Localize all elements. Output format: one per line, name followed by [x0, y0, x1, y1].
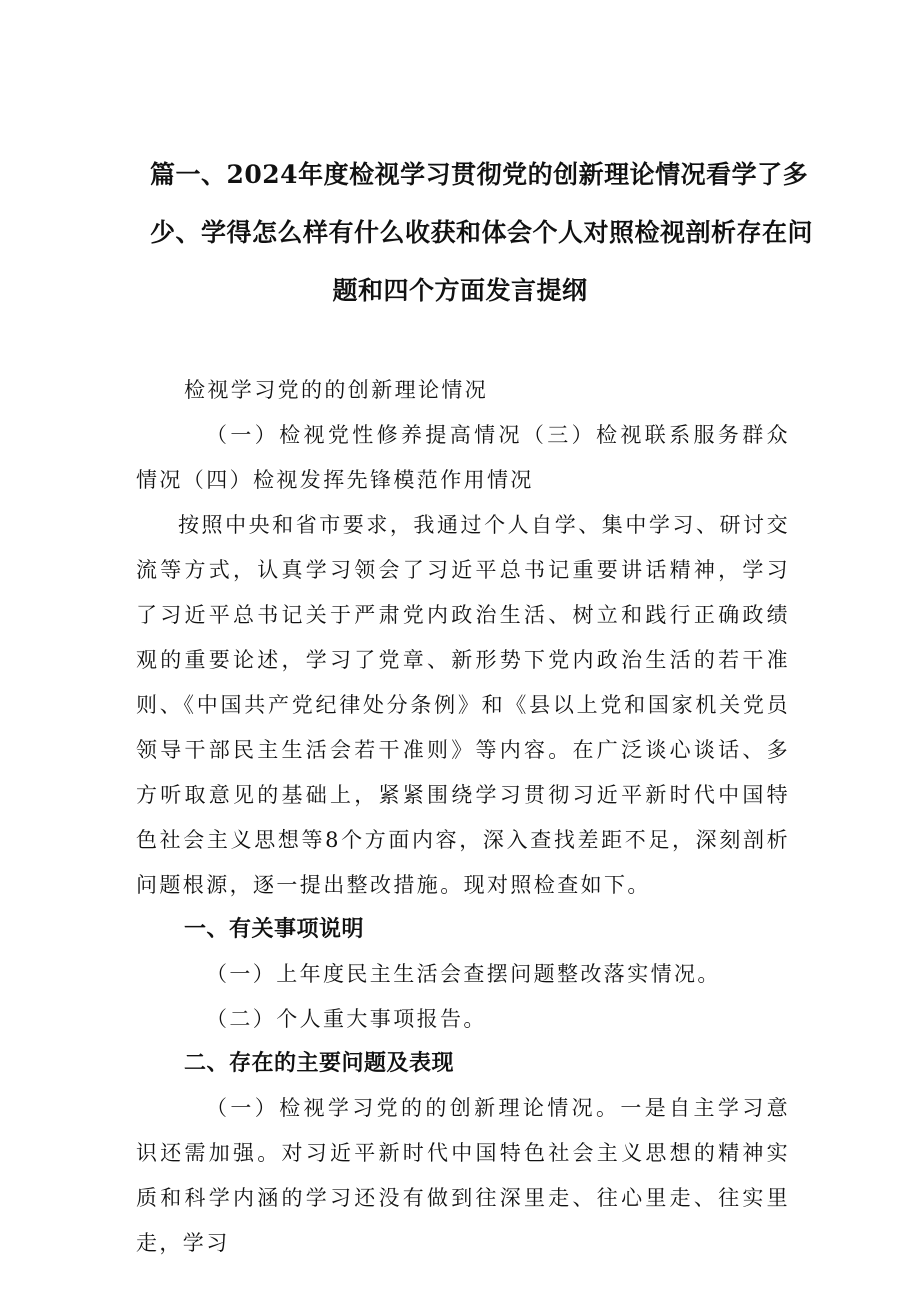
document-body	[136, 368, 790, 1266]
title-line-1: 篇一、2024年度检视学习贯彻党的创新理论情况看学了多	[150, 160, 809, 189]
section-1-item-2: （二）个人重大事项报告。	[206, 1007, 487, 1031]
intro-line: 检视学习党的的创新理论情况	[184, 378, 489, 402]
section-1-item-1: （一）上年度民主生活会查摆问题整改落实情况。	[206, 962, 721, 986]
title-line-2: 少、学得怎么样有什么收获和体会个人对照检视剖析存在问	[150, 218, 814, 247]
title-line-3: 题和四个方面发言提纲	[332, 276, 588, 305]
main-paragraph: 按照中央和省市要求，我通过个人自学、集中学习、研讨交流等方式，认真学习领会了习近平总书记重要讲话精神，学习了习近平总书记关于严肃党内政治生活、树立和践行正确政绩观的重要论述，学习了党章、新形势下党内政治生活的若干准则、《中国共产党纪律处分条例》和《县以上党和国家机关党员领导干部民主生活会若干准则》等内容。在广泛谈心谈话、多方听取意见的基础上，紧紧围绕学习贯彻习近平新时代中国特色社会主义思想等8个方面内容，深入查找差距不足，深刻剖析问题根源，逐一提出整改措施。现对照检查如下。	[136, 513, 790, 897]
section-1-heading: 一、有关事项说明	[184, 917, 365, 942]
section-2-paragraph: （一）检视学习党的的创新理论情况。一是自主学习意识还需加强。对习近平新时代中国特色社会主义思想的精神实质和科学内涵的学习还没有做到往深里走、往心里走、往实里走，学习	[136, 1096, 790, 1255]
document-title	[150, 146, 814, 320]
section-2-heading: 二、存在的主要问题及表现	[184, 1051, 455, 1076]
aspects-line: （一）检视党性修养提高情况（三）检视联系服务群众情况（四）检视发挥先锋模范作用情况	[136, 423, 790, 492]
